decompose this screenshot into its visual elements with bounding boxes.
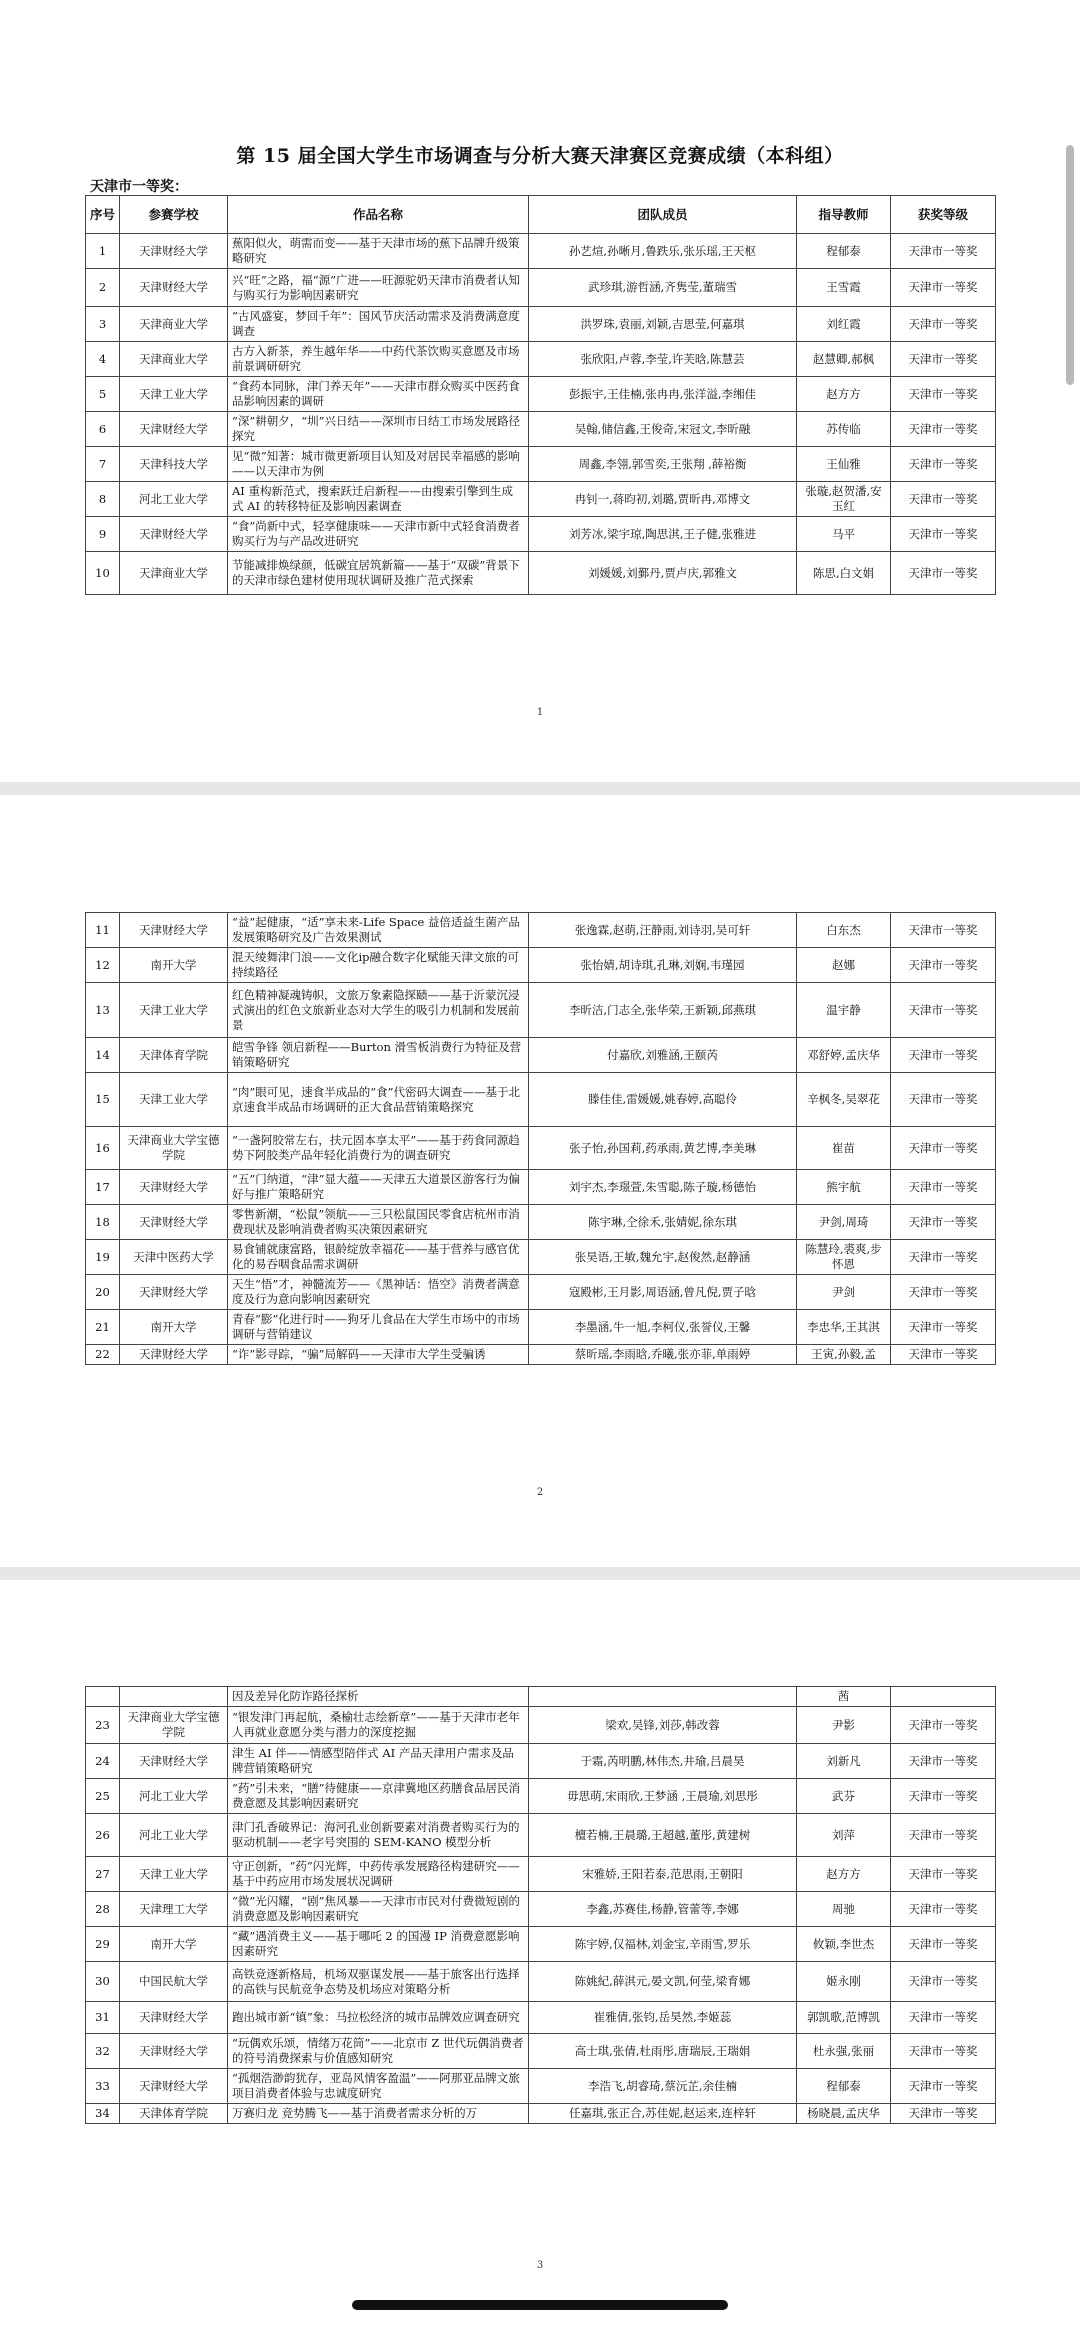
cell-work: 兴“旺”之路，福“源”广进——旺源驼奶天津市消费者认知与购买行为影响因素研究 xyxy=(228,269,529,307)
cell-members: 毋思萌,宋雨欣,王梦涵 ,王晨瑜,刘思彤 xyxy=(529,1779,797,1814)
table-row xyxy=(86,234,996,269)
cell-members: 吴翰,储信鑫,王俊奇,宋冠文,李昕融 xyxy=(529,412,797,447)
cell-members: 刘芳冰,梁宇琼,陶思淇,王子健,张雅进 xyxy=(529,517,797,552)
cell-work: “益”起健康，“适”享未来-Life Space 益倍适益生菌产品发展策略研究及广告效果测试 xyxy=(228,913,529,948)
cell-members: 陈宇婷,仅福林,刘金宝,辛雨雪,罗乐 xyxy=(529,1927,797,1962)
table-row xyxy=(86,1345,996,1365)
cell-index: 5 xyxy=(86,377,120,412)
cell-award: 天津市一等奖 xyxy=(891,2002,996,2034)
table-row xyxy=(86,1038,996,1073)
cell-advisor: 赵方方 xyxy=(797,1857,891,1892)
cell-members: 陈姚紀,薛淇元,晏文凯,何莹,梁育娜 xyxy=(529,1962,797,2002)
cell-advisor: 王寅,孙毅,孟 xyxy=(797,1345,891,1365)
cell-award: 天津市一等奖 xyxy=(891,1345,996,1365)
cell-work: AI 重构新范式，搜索跃迁启新程——由搜索引擎到生成式 AI 的转移特征及影响因素调查 xyxy=(228,482,529,517)
page-number: 3 xyxy=(536,2260,544,2271)
table-row xyxy=(86,1275,996,1310)
cell-advisor: 白东杰 xyxy=(797,913,891,948)
cell-advisor: 刘红霞 xyxy=(797,307,891,342)
cell-award: 天津市一等奖 xyxy=(891,913,996,948)
cell-work: “玩偶欢乐颂，情绪万花筒”——北京市 Z 世代玩偶消费者的符号消费探索与价值感知研究 xyxy=(228,2034,529,2069)
results-table-page-3 xyxy=(85,1686,996,2124)
cell-advisor: 姬永刚 xyxy=(797,1962,891,2002)
table-row xyxy=(86,482,996,517)
cell-school: 天津商业大学宝德学院 xyxy=(120,1707,228,1744)
cell-members: 张怡婧,胡诗琪,孔琳,刘娴,韦瑾园 xyxy=(529,948,797,983)
table-row xyxy=(86,2104,996,2124)
results-table-page-2 xyxy=(85,912,996,1365)
cell-advisor: 马平 xyxy=(797,517,891,552)
cell-school: 天津工业大学 xyxy=(120,1073,228,1127)
cell-index: 28 xyxy=(86,1892,120,1927)
cell-members: 冉钊一,蒋昀初,刘璐,贾昕冉,邓博文 xyxy=(529,482,797,517)
table-row xyxy=(86,412,996,447)
cell-school: 天津财经大学 xyxy=(120,517,228,552)
cell-award: 天津市一等奖 xyxy=(891,1962,996,2002)
cell-advisor: 攸颖,李世杰 xyxy=(797,1927,891,1962)
cell-work: 津生 AI 伴——情感型陪伴式 AI 产品天津用户需求及品牌营销策略研究 xyxy=(228,1744,529,1779)
cell-award: 天津市一等奖 xyxy=(891,1205,996,1240)
cell-members: 周鑫,李翎,郭雪奕,王张翔 ,薛裕衡 xyxy=(529,447,797,482)
cell-index: 18 xyxy=(86,1205,120,1240)
cell-advisor: 崔苗 xyxy=(797,1127,891,1170)
table-row xyxy=(86,1962,996,2002)
cell-school: 天津工业大学 xyxy=(120,1857,228,1892)
cell-members: 寇殿彬,王月影,周语涵,曾凡倪,贾子晗 xyxy=(529,1275,797,1310)
cell-advisor: 李忠华,王其淇 xyxy=(797,1310,891,1345)
cell-award: 天津市一等奖 xyxy=(891,2069,996,2104)
cell-school: 天津体育学院 xyxy=(120,2104,228,2124)
cell-award: 天津市一等奖 xyxy=(891,552,996,595)
cell-award: 天津市一等奖 xyxy=(891,482,996,517)
cell-school: 天津财经大学 xyxy=(120,2002,228,2034)
cell-award: 天津市一等奖 xyxy=(891,983,996,1038)
cell-members: 武珍琪,游哲涵,齐隽莹,董瑞雪 xyxy=(529,269,797,307)
cell-index: 34 xyxy=(86,2104,120,2124)
header-members: 团队成员 xyxy=(529,196,797,234)
cell-award: 天津市一等奖 xyxy=(891,447,996,482)
cell-work: “银发津门再起航，桑榆壮志绘新章”——基于天津市老年人再就业意愿分类与潜力的深度挖掘 xyxy=(228,1707,529,1744)
cell-work: “微”光闪耀，“剧”焦风暴——天津市市民对付费微短剧的消费意愿及影响因素研究 xyxy=(228,1892,529,1927)
cell-school: 天津工业大学 xyxy=(120,377,228,412)
cell-index: 1 xyxy=(86,234,120,269)
cell-advisor: 杨晓晨,孟庆华 xyxy=(797,2104,891,2124)
continuation-advisor: 茜 xyxy=(797,1687,891,1707)
cell-index: 32 xyxy=(86,2034,120,2069)
cell-work: “食药本同脉，津门养天年”——天津市群众购买中医药食品影响因素的调研 xyxy=(228,377,529,412)
table-row xyxy=(86,1170,996,1205)
page-number: 1 xyxy=(536,707,544,718)
cell-members: 李浩飞,胡睿琦,蔡沅芷,余佳楠 xyxy=(529,2069,797,2104)
cell-members: 檀若楠,王晨璐,王超越,董彤,黄建树 xyxy=(529,1814,797,1857)
table-row xyxy=(86,1073,996,1127)
cell-award: 天津市一等奖 xyxy=(891,517,996,552)
home-indicator-bar[interactable] xyxy=(352,2300,728,2310)
table-row xyxy=(86,1310,996,1345)
cell-work: 天生“悟”才，神髓流芳——《黑神话：悟空》消费者满意度及行为意向影响因素研究 xyxy=(228,1275,529,1310)
table-row xyxy=(86,342,996,377)
cell-work: 高铁竞逐新格局，机场双驱谋发展——基于旅客出行选择的高铁与民航竞争态势及机场应对策略分析 xyxy=(228,1962,529,2002)
cell-index: 30 xyxy=(86,1962,120,2002)
cell-index: 2 xyxy=(86,269,120,307)
cell-school: 南开大学 xyxy=(120,948,228,983)
cell-index: 20 xyxy=(86,1275,120,1310)
cell-school: 天津财经大学 xyxy=(120,1170,228,1205)
cell-advisor: 杜永强,张丽 xyxy=(797,2034,891,2069)
cell-members: 李鑫,苏赛佳,杨静,管蕾等,李娜 xyxy=(529,1892,797,1927)
cell-members: 张子怡,孙国莉,药承雨,黄艺博,李美琳 xyxy=(529,1127,797,1170)
cell-advisor: 温宇静 xyxy=(797,983,891,1038)
cell-members: 滕佳佳,雷媛媛,姚春婷,高聪伶 xyxy=(529,1073,797,1127)
cell-advisor: 郭凯歌,范博凯 xyxy=(797,2002,891,2034)
cell-advisor: 赵方方 xyxy=(797,377,891,412)
cell-work: “一盏阿胶常左右，扶元固本享太平”——基于药食同源趋势下阿胶类产品年轻化消费行为的调查研究 xyxy=(228,1127,529,1170)
cell-work: “药”引未来，“膳”待健康——京津冀地区药膳食品居民消费意愿及其影响因素研究 xyxy=(228,1779,529,1814)
header-school: 参赛学校 xyxy=(120,196,228,234)
cell-members: 任嘉琪,张正合,苏佳妮,赵运来,连梓轩 xyxy=(529,2104,797,2124)
cell-advisor: 周驰 xyxy=(797,1892,891,1927)
table-body xyxy=(86,234,996,595)
cell-advisor: 陈思,白文娟 xyxy=(797,552,891,595)
cell-school: 天津商业大学 xyxy=(120,552,228,595)
cell-advisor: 尹影 xyxy=(797,1707,891,1744)
cell-award: 天津市一等奖 xyxy=(891,1892,996,1927)
cell-award: 天津市一等奖 xyxy=(891,269,996,307)
table-row xyxy=(86,948,996,983)
cell-index: 7 xyxy=(86,447,120,482)
cell-school: 天津理工大学 xyxy=(120,1892,228,1927)
cell-award: 天津市一等奖 xyxy=(891,1240,996,1275)
cell-members: 张昊语,王敏,魏允宇,赵俊然,赵静涵 xyxy=(529,1240,797,1275)
cell-award: 天津市一等奖 xyxy=(891,412,996,447)
cell-school: 河北工业大学 xyxy=(120,1814,228,1857)
cell-members: 刘媛媛,刘鄞丹,贾卢庆,郭雅文 xyxy=(529,552,797,595)
cell-award: 天津市一等奖 xyxy=(891,1857,996,1892)
cell-work: 津门孔香破界记：海河孔业创新要素对消费者购买行为的驱动机制——老字号突围的 SEM-KANO 模型分析 xyxy=(228,1814,529,1857)
cell-award: 天津市一等奖 xyxy=(891,1073,996,1127)
cell-index: 31 xyxy=(86,2002,120,2034)
cell-work: 皑雪争锋 领启新程——Burton 滑雪板消费行为特征及营销策略研究 xyxy=(228,1038,529,1073)
cell-index: 24 xyxy=(86,1744,120,1779)
cell-work: 见“微”知著：城市微更新项目认知及对居民幸福感的影响——以天津市为例 xyxy=(228,447,529,482)
cell-award: 天津市一等奖 xyxy=(891,2034,996,2069)
cell-award: 天津市一等奖 xyxy=(891,1127,996,1170)
cell-work: 蕉阳似火，萌需而变——基于天津市场的蕉下品牌升级策略研究 xyxy=(228,234,529,269)
cell-index: 8 xyxy=(86,482,120,517)
table-row xyxy=(86,2069,996,2104)
table-row xyxy=(86,1205,996,1240)
cell-advisor: 程郁泰 xyxy=(797,234,891,269)
cell-index: 21 xyxy=(86,1310,120,1345)
cell-index: 11 xyxy=(86,913,120,948)
cell-work: 节能减排焕绿颜，低碳宜居筑新篇——基于“双碳”背景下的天津市绿色建材使用现状调研及推广范式探索 xyxy=(228,552,529,595)
document-title: 第 15 届全国大学生市场调查与分析大赛天津赛区竞赛成绩（本科组） xyxy=(236,145,844,167)
cell-advisor: 王仙雅 xyxy=(797,447,891,482)
cell-index: 9 xyxy=(86,517,120,552)
cell-index: 4 xyxy=(86,342,120,377)
cell-work: 红色精神凝魂铸帜，文旅万象素隐探赜——基于沂蒙沉浸式演出的红色文旅新业态对大学生的吸引力机制和发展前景 xyxy=(228,983,529,1038)
header-award: 获奖等级 xyxy=(891,196,996,234)
cell-index: 16 xyxy=(86,1127,120,1170)
cell-work: “五”门纳道，“津”显大蕴——天津五大道景区游客行为偏好与推广策略研究 xyxy=(228,1170,529,1205)
cell-school: 天津商业大学宝德学院 xyxy=(120,1127,228,1170)
cell-school: 天津财经大学 xyxy=(120,234,228,269)
cell-advisor: 赵慧卿,郝枫 xyxy=(797,342,891,377)
cell-members: 蔡昕瑶,李雨晗,乔曦,张亦菲,单雨婷 xyxy=(529,1345,797,1365)
cell-index: 27 xyxy=(86,1857,120,1892)
cell-work: “古风盛宴，梦回千年”：国风节庆活动需求及消费满意度调查 xyxy=(228,307,529,342)
cell-award: 天津市一等奖 xyxy=(891,342,996,377)
cell-advisor: 王雪霞 xyxy=(797,269,891,307)
cell-index: 3 xyxy=(86,307,120,342)
cell-advisor: 刘萍 xyxy=(797,1814,891,1857)
cell-work: 跑出城市新“镇”象：马拉松经济的城市品牌效应调查研究 xyxy=(228,2002,529,2034)
cell-work: 青春“膨”化进行时——狗牙儿食品在大学生市场中的市场调研与营销建议 xyxy=(228,1310,529,1345)
cell-members: 李墨涵,牛一旭,李柯仪,张誉仪,王馨 xyxy=(529,1310,797,1345)
header-index: 序号 xyxy=(86,196,120,234)
cell-school: 天津财经大学 xyxy=(120,913,228,948)
page-number: 2 xyxy=(536,1487,544,1498)
cell-work: “孤烟浩渺韵犹存，亚岛风情客盈温”——阿那亚品牌文旅项目消费者体验与忠诚度研究 xyxy=(228,2069,529,2104)
cell-award: 天津市一等奖 xyxy=(891,1744,996,1779)
cell-advisor: 陈慧玲,裘爽,步怀恩 xyxy=(797,1240,891,1275)
table-row xyxy=(86,1127,996,1170)
cell-work: 零售新潮，“松鼠”领航——三只松鼠国民零食店杭州市消费现状及影响消费者购买决策因素研究 xyxy=(228,1205,529,1240)
cell-advisor: 邓舒婷,孟庆华 xyxy=(797,1038,891,1073)
cell-work: 古方入新茶，养生越年华——中药代茶饮购买意愿及市场前景调研研究 xyxy=(228,342,529,377)
cell-award: 天津市一等奖 xyxy=(891,948,996,983)
results-table-page-1 xyxy=(85,195,996,595)
cell-school: 天津工业大学 xyxy=(120,983,228,1038)
cell-index: 14 xyxy=(86,1038,120,1073)
cell-work: 混天绫舞津门浪——文化ip融合数字化赋能天津文旅的可持续路径 xyxy=(228,948,529,983)
cell-school: 河北工业大学 xyxy=(120,482,228,517)
cell-advisor: 尹剑 xyxy=(797,1275,891,1310)
cell-award: 天津市一等奖 xyxy=(891,2104,996,2124)
table-row xyxy=(86,1779,996,1814)
cell-work: “深”耕朝夕，“圳”兴日结——深圳市日结工市场发展路径探究 xyxy=(228,412,529,447)
cell-school: 河北工业大学 xyxy=(120,1779,228,1814)
cell-members: 崔雅倩,张钧,岳昊然,李姬蕊 xyxy=(529,2002,797,2034)
cell-index: 29 xyxy=(86,1927,120,1962)
continuation-row xyxy=(86,1687,996,1707)
cell-index: 10 xyxy=(86,552,120,595)
table-row xyxy=(86,1857,996,1892)
cell-school: 天津中医药大学 xyxy=(120,1240,228,1275)
cell-school: 中国民航大学 xyxy=(120,1962,228,2002)
cell-award: 天津市一等奖 xyxy=(891,1927,996,1962)
cell-advisor: 武芬 xyxy=(797,1779,891,1814)
cell-school: 天津财经大学 xyxy=(120,1345,228,1365)
cell-index: 33 xyxy=(86,2069,120,2104)
cell-members: 于霜,芮明鹏,林伟杰,井瑜,吕晨昊 xyxy=(529,1744,797,1779)
cell-index: 22 xyxy=(86,1345,120,1365)
cell-school: 天津商业大学 xyxy=(120,307,228,342)
cell-school: 天津财经大学 xyxy=(120,1275,228,1310)
cell-work: “肉”眼可见，速食半成品的“食”代密码大调查——基于北京速食半成品市场调研的正大食品营销策略探究 xyxy=(228,1073,529,1127)
cell-work: 万赛归龙 竞势腾飞——基于消费者需求分析的万 xyxy=(228,2104,529,2124)
table-body xyxy=(86,1687,996,2124)
scrollbar-thumb[interactable] xyxy=(1066,145,1074,385)
cell-members: 张欣阳,卢蓉,李莹,许芙晗,陈慧芸 xyxy=(529,342,797,377)
table-row xyxy=(86,377,996,412)
cell-advisor: 苏传临 xyxy=(797,412,891,447)
cell-award: 天津市一等奖 xyxy=(891,1707,996,1744)
cell-school: 天津商业大学 xyxy=(120,342,228,377)
cell-award: 天津市一等奖 xyxy=(891,1275,996,1310)
table-row xyxy=(86,983,996,1038)
cell-school: 天津财经大学 xyxy=(120,412,228,447)
continuation-work: 因及差异化防诈路径探析 xyxy=(228,1687,529,1707)
cell-award: 天津市一等奖 xyxy=(891,1779,996,1814)
cell-school: 天津财经大学 xyxy=(120,2069,228,2104)
cell-members: 梁欢,吴锋,刘莎,韩改蓉 xyxy=(529,1707,797,1744)
cell-award: 天津市一等奖 xyxy=(891,1170,996,1205)
cell-members: 陈宇琳,仝徐禾,张婧妮,徐东琪 xyxy=(529,1205,797,1240)
table-row xyxy=(86,913,996,948)
cell-award: 天津市一等奖 xyxy=(891,234,996,269)
cell-members: 张逸霖,赵萌,汪静雨,刘诗羽,吴可轩 xyxy=(529,913,797,948)
cell-work: 易食铺就康富路，银龄绽放幸福花——基于营养与感官优化的易吞咽食品需求调研 xyxy=(228,1240,529,1275)
cell-award: 天津市一等奖 xyxy=(891,1038,996,1073)
cell-advisor: 熊宇航 xyxy=(797,1170,891,1205)
cell-index: 12 xyxy=(86,948,120,983)
cell-work: “诈”影寻踪，“骗”局解码——天津市大学生受骗诱 xyxy=(228,1345,529,1365)
cell-index: 26 xyxy=(86,1814,120,1857)
table-header-row xyxy=(86,196,996,234)
table-row xyxy=(86,2034,996,2069)
cell-index: 6 xyxy=(86,412,120,447)
cell-members: 洪罗珠,袁丽,刘颖,吉思莹,何嘉琪 xyxy=(529,307,797,342)
cell-advisor: 刘新凡 xyxy=(797,1744,891,1779)
document-page-3 xyxy=(0,1580,1080,2337)
cell-members: 彭振宇,王佳楠,张冉冉,张洋溢,李缃佳 xyxy=(529,377,797,412)
cell-index: 13 xyxy=(86,983,120,1038)
table-row xyxy=(86,1240,996,1275)
table-row xyxy=(86,1927,996,1962)
cell-school: 南开大学 xyxy=(120,1310,228,1345)
table-body xyxy=(86,913,996,1365)
table-row xyxy=(86,517,996,552)
cell-advisor: 程郁泰 xyxy=(797,2069,891,2104)
cell-award: 天津市一等奖 xyxy=(891,1310,996,1345)
cell-members: 刘宇杰,李璟萱,朱雪聪,陈子璇,杨德怡 xyxy=(529,1170,797,1205)
cell-advisor: 辛枫冬,吴翠花 xyxy=(797,1073,891,1127)
cell-advisor: 赵娜 xyxy=(797,948,891,983)
cell-award: 天津市一等奖 xyxy=(891,307,996,342)
cell-work: 守正创新，“药”闪光辉，中药传承发展路径构建研究——基于中药应用市场发展状况调研 xyxy=(228,1857,529,1892)
document-page-1 xyxy=(0,0,1080,782)
cell-index: 25 xyxy=(86,1779,120,1814)
cell-school: 天津科技大学 xyxy=(120,447,228,482)
cell-school: 天津财经大学 xyxy=(120,1744,228,1779)
table-row xyxy=(86,1707,996,1744)
table-row xyxy=(86,552,996,595)
cell-work: “食”尚新中式，轻享健康味——天津市新中式轻食消费者购买行为与产品改进研究 xyxy=(228,517,529,552)
table-row xyxy=(86,269,996,307)
cell-index: 19 xyxy=(86,1240,120,1275)
table-row xyxy=(86,447,996,482)
cell-advisor: 张璇,赵贺潘,安玉红 xyxy=(797,482,891,517)
table-row xyxy=(86,1814,996,1857)
cell-school: 天津财经大学 xyxy=(120,1205,228,1240)
cell-index: 15 xyxy=(86,1073,120,1127)
cell-award: 天津市一等奖 xyxy=(891,377,996,412)
cell-school: 南开大学 xyxy=(120,1927,228,1962)
cell-school: 天津财经大学 xyxy=(120,2034,228,2069)
table-row xyxy=(86,307,996,342)
cell-index: 17 xyxy=(86,1170,120,1205)
cell-index: 23 xyxy=(86,1707,120,1744)
cell-school: 天津体育学院 xyxy=(120,1038,228,1073)
document-page-2 xyxy=(0,795,1080,1567)
cell-members: 李昕洁,门志全,张华荣,王新颖,邱燕琪 xyxy=(529,983,797,1038)
cell-work: “藏”遇消费主义——基于哪吒 2 的国漫 IP 消费意愿影响因素研究 xyxy=(228,1927,529,1962)
cell-school: 天津财经大学 xyxy=(120,269,228,307)
header-advisor: 指导教师 xyxy=(797,196,891,234)
cell-members: 付嘉欣,刘雅涵,王颐芮 xyxy=(529,1038,797,1073)
cell-award: 天津市一等奖 xyxy=(891,1814,996,1857)
table-row xyxy=(86,1892,996,1927)
cell-members: 高士琪,张倩,杜雨彤,唐瑞辰,王瑞娟 xyxy=(529,2034,797,2069)
header-work: 作品名称 xyxy=(228,196,529,234)
cell-advisor: 尹剑,周琦 xyxy=(797,1205,891,1240)
table-row xyxy=(86,1744,996,1779)
table-row xyxy=(86,2002,996,2034)
section-label: 天津市一等奖： xyxy=(90,179,188,195)
cell-members: 孙艺煊,孙晰月,鲁跌乐,张乐瑶,王天枢 xyxy=(529,234,797,269)
cell-members: 宋雅娇,王阳若泰,范思雨,王朝阳 xyxy=(529,1857,797,1892)
